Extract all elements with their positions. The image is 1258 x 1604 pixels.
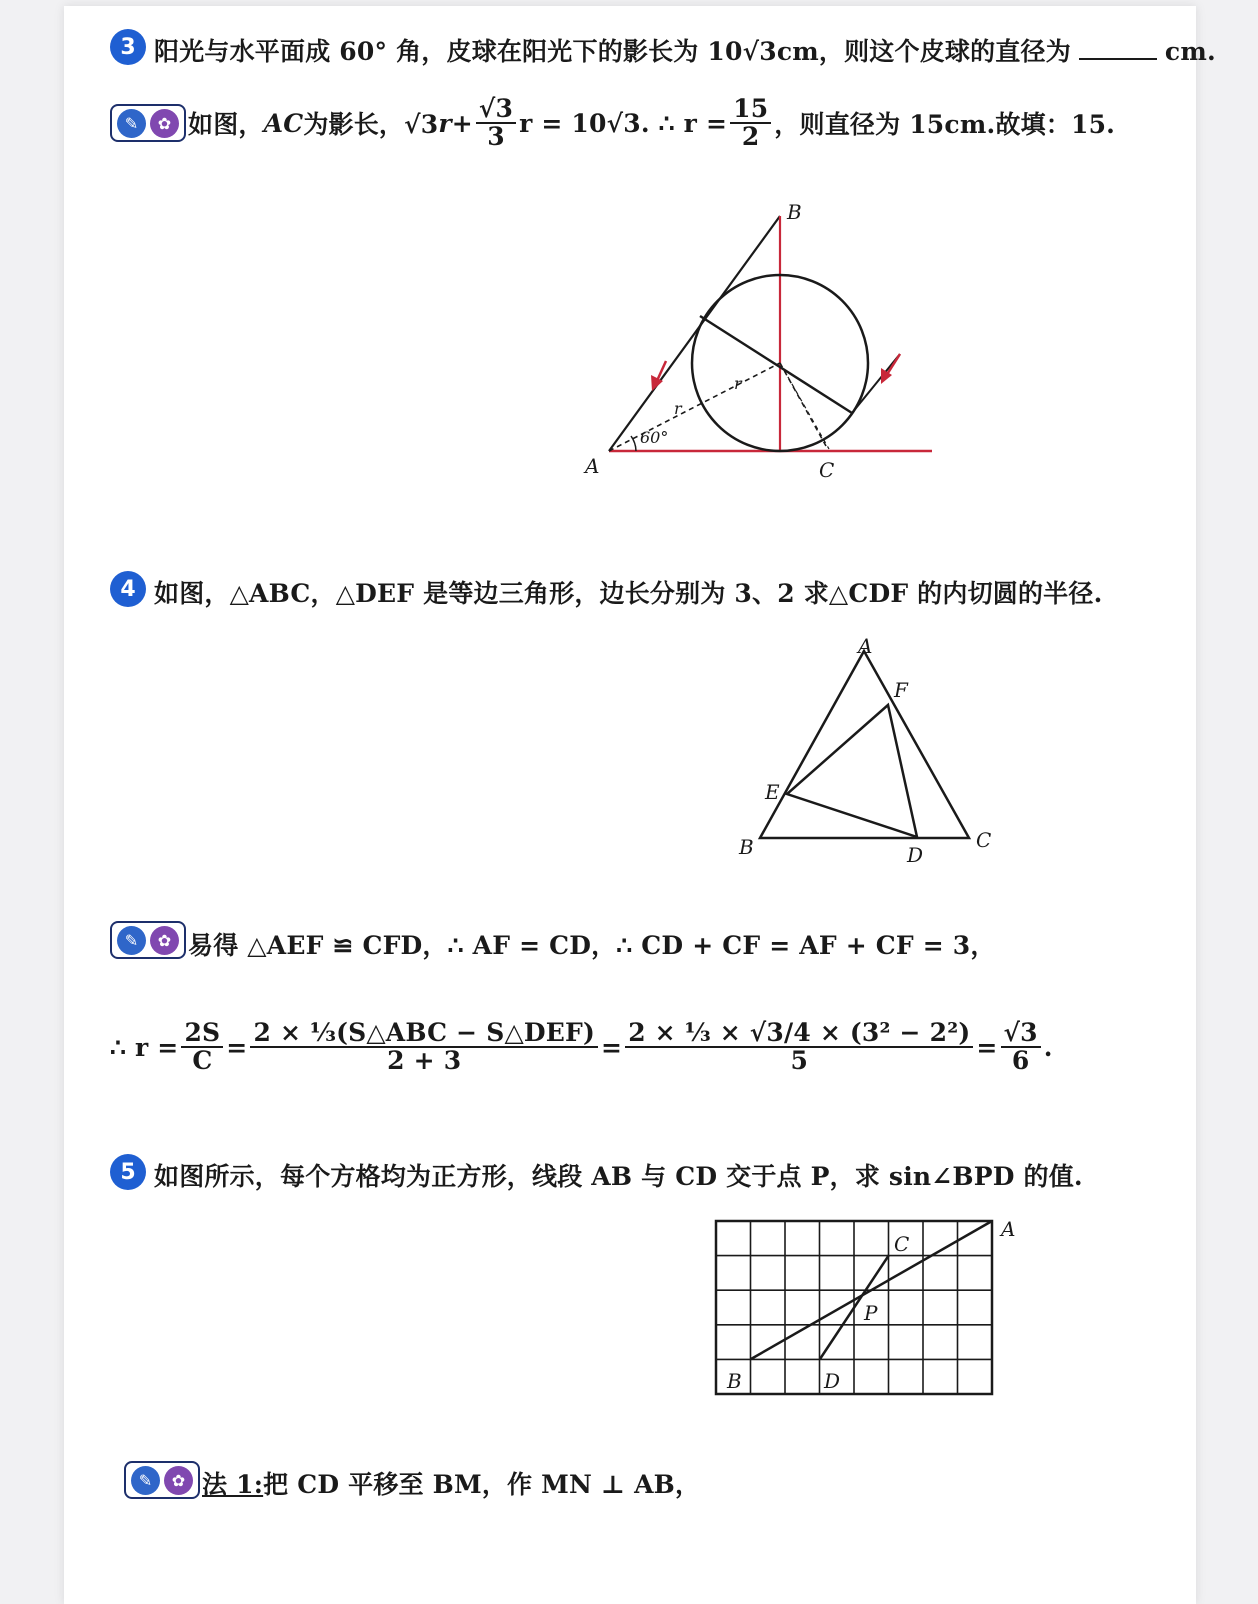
sol3-fraction-1: $\frac{√3}{3}$ xyxy=(476,96,516,151)
sol3-r: r xyxy=(438,108,452,138)
question-5-text: 如图所示，每个方格均为正方形，线段 AB 与 CD 交于点 P，求 sin∠BPD 的值. xyxy=(154,1162,1083,1191)
answer-blank[interactable] xyxy=(1079,58,1157,60)
label-a: A xyxy=(1001,1217,1016,1241)
point-b-label: B xyxy=(787,200,802,224)
solution-5-text xyxy=(202,1465,700,1501)
sol3-plus: + xyxy=(451,108,473,138)
sol5-text: 把 CD 平移至 BM，作 MN ⊥ AB， xyxy=(263,1470,701,1499)
sol3-t2: r = 10√3. ∴ r = xyxy=(519,108,728,138)
solution-3-text xyxy=(188,92,1115,154)
flower-icon: ✿ xyxy=(150,109,179,138)
tangent-line xyxy=(852,354,900,413)
sol4-fraction-3: $\frac{\text{2 × ⅓ × √3/4 × (3² − 2²)}}{5}$ xyxy=(625,1020,973,1075)
sol4-therefore: ∴ r = xyxy=(110,1032,179,1062)
question-4-text: 如图，△ABC，△DEF 是等边三角形，边长分别为 3、2 求△CDF 的内切圆的半径. xyxy=(154,579,1103,608)
sol4-eq-3: = xyxy=(976,1032,998,1062)
label-d: D xyxy=(907,843,924,867)
label-f: F xyxy=(894,678,908,702)
label-c: C xyxy=(894,1232,910,1256)
line-ab xyxy=(609,216,780,451)
solution-badge xyxy=(124,1461,200,1499)
sol4-fraction-4: $\frac{√3}{6}$ xyxy=(1001,1020,1041,1075)
triangle-abc xyxy=(760,651,969,838)
solution-4-formula xyxy=(110,1002,1053,1092)
radius-label-2: r xyxy=(674,399,682,418)
label-d: D xyxy=(824,1369,841,1393)
triangle-def xyxy=(787,705,917,837)
sol3-ac: AC xyxy=(263,108,304,138)
label-p: P xyxy=(864,1301,878,1325)
pencil-icon: ✎ xyxy=(117,926,146,955)
sol4-fraction-1: $\frac{2S}{C}$ xyxy=(181,1020,223,1075)
radius-dashed-2 xyxy=(780,363,826,446)
point-c-label: C xyxy=(819,458,835,482)
q3-text-a: 阳光与水平面成 60° 角，皮球在阳光下的影长为 10 xyxy=(154,37,743,66)
q3-unit: cm. xyxy=(1164,37,1216,66)
solution-4-line-1: 易得 △AEF ≌ CFD，∴ AF = CD，∴ CD + CF = AF + CF = 3， xyxy=(188,931,996,960)
pencil-icon: ✎ xyxy=(131,1466,160,1495)
flower-icon: ✿ xyxy=(150,926,179,955)
label-c: C xyxy=(976,828,992,852)
radius-dashed-1 xyxy=(609,363,780,451)
radius-label-1: r xyxy=(734,374,742,393)
question-3-number: 3 xyxy=(110,29,146,65)
question-5-number: 5 xyxy=(110,1154,146,1190)
pencil-icon: ✎ xyxy=(117,109,146,138)
point-a-label: A xyxy=(585,454,600,478)
sol3-fraction-2: $\frac{15}{2}$ xyxy=(730,96,771,151)
label-b: B xyxy=(739,835,754,859)
question-4-number: 4 xyxy=(110,571,146,607)
radius-dashed-3 xyxy=(780,363,829,449)
figure-5-grid xyxy=(704,1206,1034,1406)
label-b: B xyxy=(727,1369,742,1393)
sol3-intro: 如图， xyxy=(188,110,264,139)
label-e: E xyxy=(765,780,780,804)
sol5-method: 法 1: xyxy=(202,1470,264,1499)
flower-icon: ✿ xyxy=(164,1466,193,1495)
q3-text-b: cm，则这个皮球的直径为 xyxy=(776,37,1071,66)
sol3-t1: 为影长，√3 xyxy=(303,110,439,139)
sol4-end: . xyxy=(1043,1032,1053,1062)
figure-4-triangles xyxy=(714,631,1014,881)
figure-3-shadow-diagram xyxy=(564,191,964,491)
solution-badge xyxy=(110,104,186,142)
sol3-t3: ，则直径为 15cm.故填：15. xyxy=(774,110,1116,139)
question-3-text xyxy=(154,32,1216,68)
q3-sqrt: √3 xyxy=(742,37,777,66)
solution-badge xyxy=(110,921,186,959)
diameter-line xyxy=(700,316,852,413)
angle-label: 60° xyxy=(640,428,669,447)
label-a: A xyxy=(858,634,873,658)
sol4-eq-2: = xyxy=(601,1032,623,1062)
sol4-fraction-2: $\frac{\text{2 × ⅓(S△ABC − S△DEF)}}{2 + 3}$ xyxy=(250,1020,598,1075)
document-page xyxy=(64,6,1216,1604)
sol4-eq-1: = xyxy=(226,1032,248,1062)
